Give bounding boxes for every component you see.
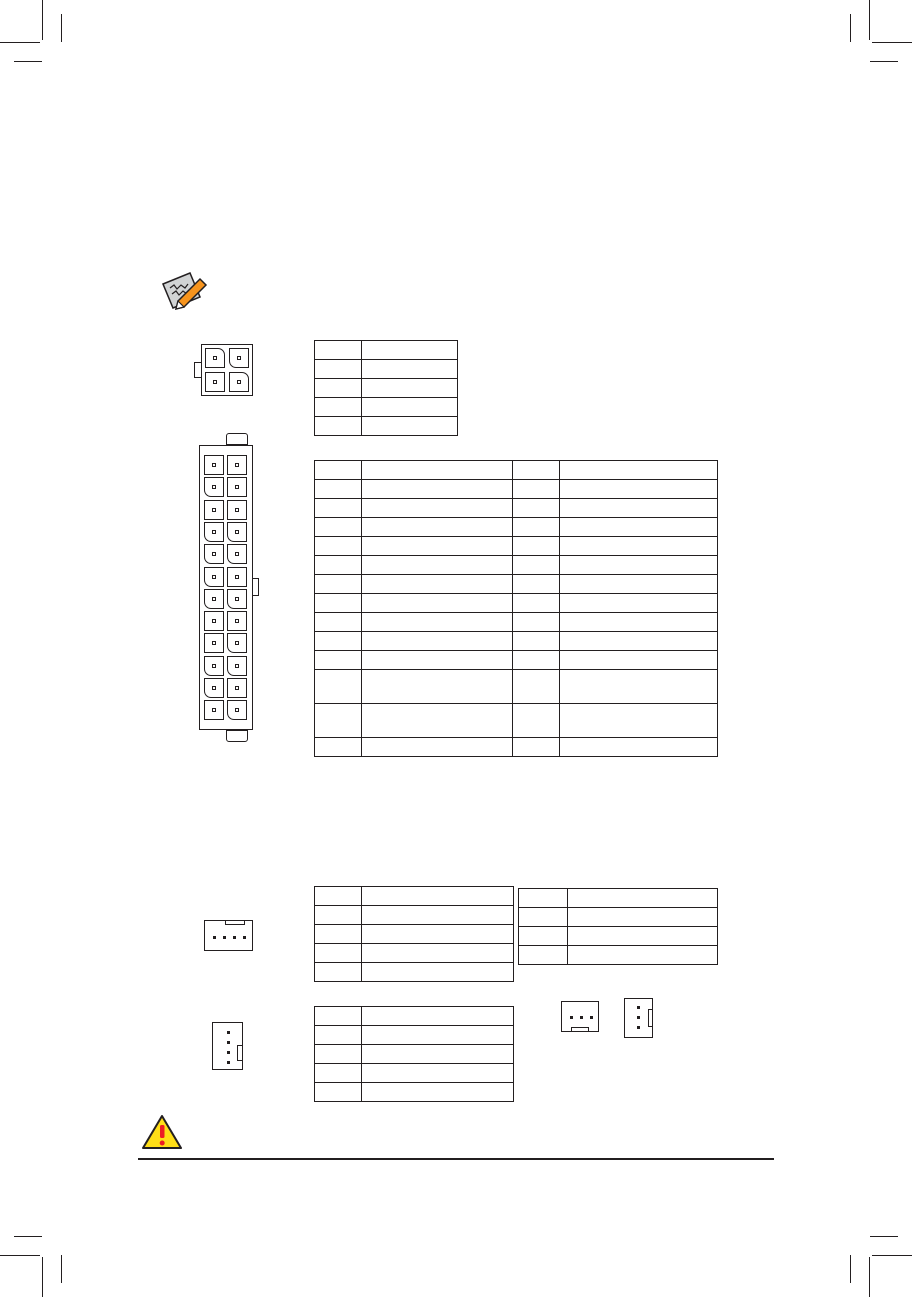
pin	[204, 567, 224, 587]
pin	[227, 656, 247, 676]
table-cell	[315, 704, 362, 738]
table-cell	[362, 944, 514, 963]
atx-4pin-connector	[201, 344, 253, 396]
table-row	[315, 537, 718, 556]
pin-table-atx24	[314, 460, 718, 757]
table-cell	[513, 594, 560, 613]
pin	[229, 372, 249, 392]
table-row	[315, 906, 514, 925]
table-cell	[362, 906, 514, 925]
table-cell	[362, 461, 513, 480]
table-row	[315, 925, 514, 944]
pin-dot	[213, 936, 216, 939]
table-cell	[315, 417, 362, 436]
table-row	[315, 575, 718, 594]
pin-dot	[637, 1026, 640, 1029]
pin	[227, 522, 247, 542]
table-cell	[362, 632, 513, 651]
table-cell	[560, 556, 718, 575]
pin	[205, 372, 225, 392]
pin-dot	[227, 1031, 230, 1034]
fan-header-3pin-horizontal	[561, 1001, 599, 1032]
table-row	[315, 518, 718, 537]
table-cell	[362, 1064, 514, 1083]
table-cell	[560, 670, 718, 704]
table-cell	[362, 417, 458, 436]
crop-mark-tl-h2	[14, 61, 42, 62]
crop-mark-br-v2	[850, 1255, 851, 1283]
table-cell	[315, 1083, 362, 1102]
table-cell	[513, 556, 560, 575]
table-cell	[315, 632, 362, 651]
table-row	[315, 632, 718, 651]
table-cell	[560, 518, 718, 537]
table-cell	[315, 670, 362, 704]
pin-dot	[227, 1051, 230, 1054]
pin	[227, 589, 247, 609]
table-cell	[513, 613, 560, 632]
pin	[204, 500, 224, 520]
table-cell	[315, 575, 362, 594]
pin	[204, 678, 224, 698]
crop-mark-bl-h	[0, 1255, 40, 1256]
table-cell	[560, 575, 718, 594]
pin-dot	[580, 1016, 583, 1019]
header-key	[237, 1045, 243, 1061]
table-cell	[560, 738, 718, 757]
pin	[204, 522, 224, 542]
crop-mark-tr-h2	[870, 61, 898, 62]
table-cell	[362, 1045, 514, 1064]
pin-dot	[227, 1061, 230, 1064]
table-cell	[560, 480, 718, 499]
table-row	[315, 670, 718, 704]
table-cell	[315, 1045, 362, 1064]
table-cell	[560, 613, 718, 632]
table-row	[315, 480, 718, 499]
pin	[227, 455, 247, 475]
table-row	[315, 461, 718, 480]
table-row	[315, 1007, 514, 1026]
table-cell	[362, 963, 514, 982]
table-cell	[315, 651, 362, 670]
table-cell	[513, 537, 560, 556]
crop-mark-tr-h	[872, 42, 912, 43]
table-cell	[315, 1007, 362, 1026]
table-cell	[315, 925, 362, 944]
crop-mark-br-h2	[870, 1236, 898, 1237]
header-key	[225, 920, 245, 925]
table-cell	[513, 651, 560, 670]
table-cell	[362, 1083, 514, 1102]
table-row	[519, 927, 718, 946]
table-cell	[513, 670, 560, 704]
table-cell	[362, 613, 513, 632]
table-row	[315, 963, 514, 982]
table-cell	[362, 1026, 514, 1045]
header-key	[648, 1009, 653, 1027]
pin-dot	[223, 936, 226, 939]
table-cell	[362, 518, 513, 537]
table-cell	[315, 360, 362, 379]
table-cell	[568, 946, 718, 965]
pin-dot	[637, 1006, 640, 1009]
table-cell	[315, 341, 362, 360]
atx-24pin-connector	[199, 445, 253, 730]
table-cell	[560, 461, 718, 480]
pin	[205, 348, 225, 368]
table-row	[315, 360, 458, 379]
crop-mark-tl-v	[42, 0, 43, 40]
table-cell	[362, 925, 514, 944]
table-row	[315, 944, 514, 963]
table-cell	[362, 499, 513, 518]
pin	[227, 567, 247, 587]
table-row	[315, 1045, 514, 1064]
table-cell	[315, 537, 362, 556]
pin	[229, 348, 249, 368]
table-cell	[315, 480, 362, 499]
table-cell	[362, 704, 513, 738]
table-cell	[315, 556, 362, 575]
pin-dot	[637, 1016, 640, 1019]
table-cell	[315, 499, 362, 518]
table-cell	[315, 887, 362, 906]
pin	[204, 455, 224, 475]
table-cell	[560, 651, 718, 670]
table-row	[315, 738, 718, 757]
pin-table-fan-c	[314, 1006, 514, 1102]
table-cell	[315, 398, 362, 417]
fan-header-3pin-vertical	[624, 998, 653, 1038]
table-row	[315, 887, 514, 906]
table-cell	[519, 927, 568, 946]
table-cell	[513, 499, 560, 518]
table-cell	[560, 594, 718, 613]
table-cell	[560, 632, 718, 651]
table-row	[315, 651, 718, 670]
table-row	[315, 341, 458, 360]
pin	[227, 700, 247, 720]
pin	[227, 633, 247, 653]
table-cell	[560, 704, 718, 738]
pin	[204, 544, 224, 564]
table-cell	[519, 889, 568, 908]
warning-triangle-icon	[141, 1114, 183, 1150]
note-pencil-icon	[160, 268, 210, 314]
table-cell	[315, 738, 362, 757]
table-row	[315, 379, 458, 398]
pin	[204, 633, 224, 653]
pin	[204, 700, 224, 720]
table-row	[315, 1026, 514, 1045]
table-cell	[362, 480, 513, 499]
table-cell	[315, 944, 362, 963]
table-cell	[362, 670, 513, 704]
table-cell	[362, 1007, 514, 1026]
table-cell	[513, 461, 560, 480]
table-cell	[315, 1026, 362, 1045]
table-cell	[315, 594, 362, 613]
table-cell	[315, 963, 362, 982]
table-cell	[513, 738, 560, 757]
table-cell	[560, 537, 718, 556]
pin-dot	[590, 1016, 593, 1019]
pin	[204, 656, 224, 676]
table-cell	[568, 927, 718, 946]
table-row	[315, 398, 458, 417]
connector-latch	[194, 362, 201, 378]
pin-table-fan-a	[314, 886, 514, 982]
pin-table-fan-b	[518, 888, 718, 965]
table-cell	[513, 480, 560, 499]
crop-mark-bl-v	[42, 1257, 43, 1297]
table-cell	[315, 1064, 362, 1083]
table-cell	[513, 575, 560, 594]
table-cell	[362, 556, 513, 575]
pin	[204, 611, 224, 631]
table-row	[315, 594, 718, 613]
crop-mark-bl-v2	[61, 1255, 62, 1283]
table-cell	[362, 398, 458, 417]
table-cell	[513, 632, 560, 651]
pin	[227, 611, 247, 631]
table-cell	[315, 518, 362, 537]
table-row	[315, 1064, 514, 1083]
header-key	[571, 1027, 589, 1032]
table-cell	[560, 499, 718, 518]
pin	[204, 477, 224, 497]
pin-dot	[570, 1016, 573, 1019]
atx-24pin-latch-top	[226, 433, 248, 445]
table-cell	[362, 379, 458, 398]
table-row	[315, 613, 718, 632]
pin	[204, 589, 224, 609]
table-row	[315, 556, 718, 575]
pin-table-atx4	[314, 340, 458, 436]
pin-dot	[243, 936, 246, 939]
table-cell	[519, 946, 568, 965]
table-cell	[513, 518, 560, 537]
pin	[227, 544, 247, 564]
table-row	[315, 499, 718, 518]
crop-mark-bl-h2	[14, 1236, 42, 1237]
pin	[227, 500, 247, 520]
table-cell	[568, 889, 718, 908]
table-cell	[513, 704, 560, 738]
table-cell	[362, 537, 513, 556]
crop-mark-tl-v2	[61, 14, 62, 42]
table-cell	[315, 461, 362, 480]
table-row	[519, 908, 718, 927]
crop-mark-tr-v	[869, 0, 870, 40]
table-cell	[362, 360, 458, 379]
pin	[227, 678, 247, 698]
crop-mark-tr-v2	[850, 14, 851, 42]
table-cell	[362, 575, 513, 594]
table-cell	[362, 594, 513, 613]
table-cell	[362, 341, 458, 360]
table-row	[519, 946, 718, 965]
table-cell	[362, 651, 513, 670]
table-row	[315, 704, 718, 738]
bottom-rule	[138, 1158, 774, 1160]
atx-24pin-latch-bottom	[226, 730, 248, 742]
pin	[227, 477, 247, 497]
connector-latch	[253, 578, 259, 596]
crop-mark-br-h	[872, 1255, 912, 1256]
pin-dot	[227, 1041, 230, 1044]
fan-header-4pin-horizontal	[204, 920, 253, 951]
table-cell	[315, 613, 362, 632]
table-cell	[315, 379, 362, 398]
table-cell	[315, 906, 362, 925]
crop-mark-br-v	[869, 1257, 870, 1297]
table-cell	[568, 908, 718, 927]
table-row	[315, 1083, 514, 1102]
table-row	[519, 889, 718, 908]
crop-mark-tl-h	[0, 42, 40, 43]
table-cell	[362, 887, 514, 906]
table-row	[315, 417, 458, 436]
fan-header-4pin-vertical	[212, 1022, 243, 1070]
table-cell	[362, 738, 513, 757]
pin-dot	[233, 936, 236, 939]
table-cell	[519, 908, 568, 927]
